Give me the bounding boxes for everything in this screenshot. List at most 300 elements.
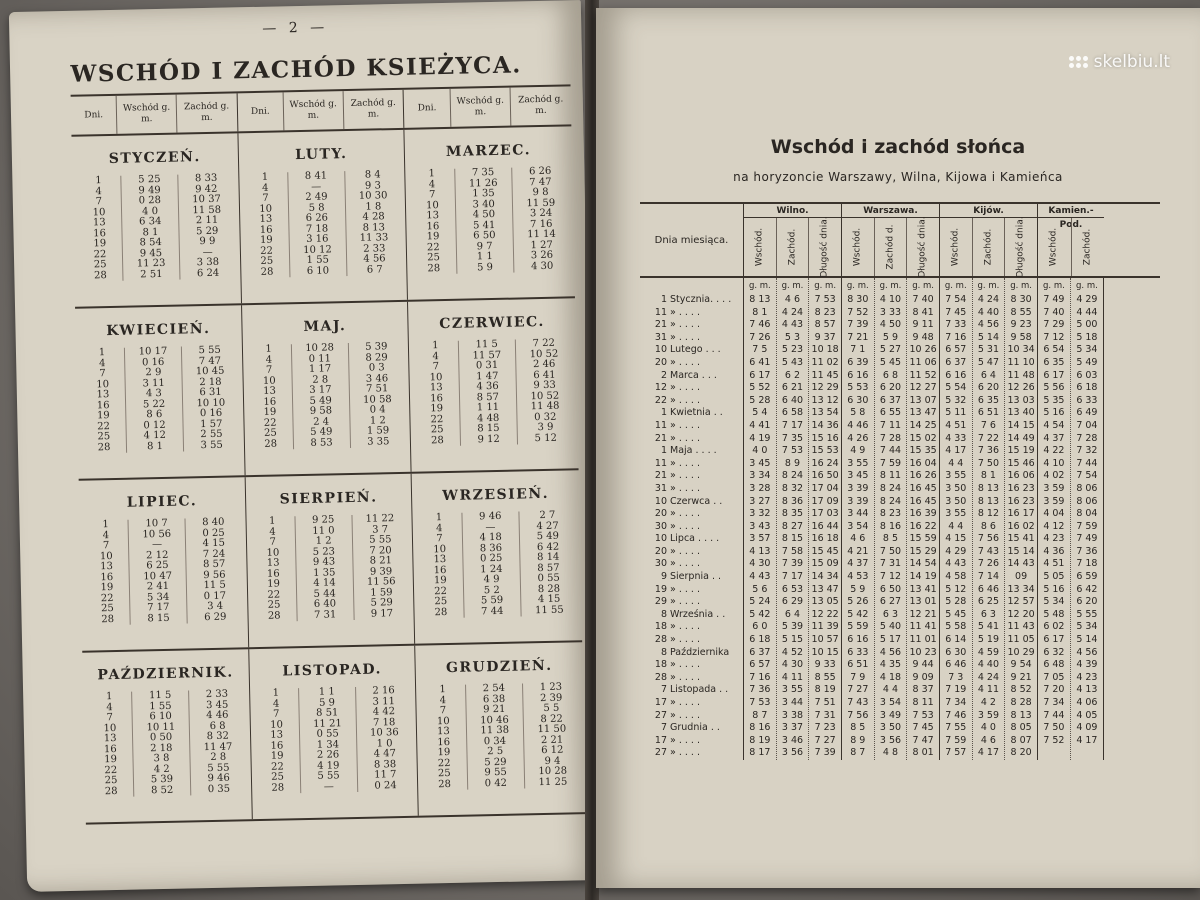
time-cell: 7 3 [948,671,964,683]
month-columns [76,173,236,281]
set-cell: 0 4 [369,404,386,416]
rise-cell: 5 25 [138,173,161,186]
day-row [640,496,743,509]
day-row [640,571,743,584]
day-number: 8 [660,608,667,620]
time-cell: 11 45 [811,369,839,381]
set-values [351,514,410,620]
day-cell: 7 [436,533,443,545]
rise-cell: 0 25 [479,552,503,565]
set-cell: 9 3 [364,179,382,192]
month-row [75,298,578,480]
set-cell: 2 55 [200,428,223,441]
set-cell: 10 58 [362,393,392,406]
set-cell: 8 29 [365,351,388,364]
month-columns [247,342,407,450]
time-cell: 3 56 [879,734,902,746]
rise-cell: 2 4 [313,415,330,428]
rise-cell: 5 59 [480,594,504,607]
time-cell: 4 50 [879,319,902,331]
set-cell: 0 16 [199,407,223,420]
time-cell: 4 41 [749,419,771,431]
set-cell: 7 20 [369,544,392,557]
rise-cell: 11 38 [480,724,510,737]
time-cell: 4 29 [945,545,967,557]
time-cell: 7 26 [977,558,999,570]
rise-cell: 4 36 [476,380,499,393]
time-cell: 4 56 [1076,646,1098,658]
city-name: Warszawa. [842,204,939,218]
time-cell: 10 34 [1007,344,1035,356]
time-cell: 5 47 [977,356,999,368]
rise-cell: 7 35 [471,166,495,179]
day-column [640,278,744,760]
day-cell: 25 [104,774,118,787]
set-cell: 1 0 [376,737,393,750]
day-cell: 25 [434,596,448,608]
time-cell: 5 4 [752,407,768,419]
header-rise: Wschód g. m. [284,91,344,130]
day-cell: 7 [265,364,273,376]
rise-cell: 9 43 [312,556,336,568]
month-block [405,126,575,299]
time-cell: 5 14 [1076,634,1098,646]
time-cell: 6 33 [847,646,869,658]
rise-cell: 8 57 [476,391,500,403]
time-cell: 10 29 [1007,646,1035,658]
time-cell: 7 05 [1043,671,1065,683]
set-cell: 3 35 [367,435,390,448]
time-cell: 16 23 [1007,495,1035,507]
day-number: 17 [654,697,667,708]
time-cell: 6 8 [882,369,898,381]
rise-cell: 10 12 [303,243,332,256]
month-name: GRUDZIEŃ. [445,657,553,677]
set-cell: 4 42 [372,706,396,718]
time-cell: 13 54 [811,407,839,419]
moon-table-title: WSCHÓD I ZACHÓD KSIEŻYCA. [70,51,522,88]
time-cell: 6 40 [781,394,804,406]
data-column [1071,278,1104,760]
day-cell: 10 [429,371,443,383]
time-cell: 10 23 [909,646,937,658]
rise-cell: 4 3 [145,387,162,400]
subheader-label: Wschód. [754,227,765,267]
city-subheaders [1038,218,1104,276]
day-row [640,558,743,571]
set-cell: 4 46 [206,709,229,722]
time-cell: 8 37 [912,684,934,696]
day-number: 19 [654,583,667,595]
set-cell: 3 4 [207,600,224,613]
city-subheader [1072,218,1105,276]
set-cell: 7 24 [202,548,226,560]
rise-cell: 3 17 [309,384,332,396]
set-cell: 2 21 [540,734,564,746]
time-cell: 7 47 [912,734,934,746]
time-cell: 14 15 [1007,419,1035,431]
rise-values [124,347,183,453]
time-cell: 14 34 [811,571,839,583]
time-cell: 7 39 [814,747,836,759]
day-row [640,420,743,433]
set-cell: 1 8 [365,200,382,213]
time-cell: 6 03 [1076,369,1098,381]
time-cell: 4 23 [1043,533,1065,545]
day-cell: 4 [98,357,106,369]
day-row [640,521,743,534]
day-row [640,483,743,496]
time-cell: 7 39 [847,319,869,331]
subheader-label: Długość dnia. [1015,216,1026,278]
time-cell: 12 57 [1007,596,1035,608]
rise-cell: 1 1 [476,251,493,263]
time-cell: 8 05 [1010,722,1032,734]
set-cell: 9 46 [207,772,230,785]
time-cell: 6 53 [781,583,804,595]
rise-cell: 4 50 [472,208,496,221]
time-cell: 4 58 [945,571,967,583]
sun-data-columns [744,278,1104,760]
rise-cell: 11 57 [472,349,502,361]
rise-cell: 4 19 [317,759,340,772]
time-cell: 7 46 [945,709,967,721]
time-cell: 15 41 [1007,533,1035,545]
time-cell: 7 27 [847,684,869,696]
time-cell: 7 20 [1043,684,1065,696]
time-cell: 8 30 [1010,294,1032,305]
rise-cell: 11 0 [312,524,335,537]
time-cell: 3 44 [847,508,869,520]
time-cell: 5 9 [850,583,866,595]
month-label: » . . . . [670,659,700,671]
set-cell: 7 16 [530,218,553,230]
header-rise: Wschód g. m. [450,88,511,127]
time-cell: 14 49 [1007,432,1035,444]
day-values [413,341,460,447]
time-cell: 6 3 [980,608,996,620]
time-cell: 7 34 [945,697,967,708]
time-cell: 4 4 [882,684,898,696]
time-cell: 3 54 [879,697,902,708]
time-cell: 6 0 [752,621,768,633]
time-cell: 7 58 [781,545,804,557]
time-cell: 8 04 [1076,508,1098,520]
day-cell: 25 [93,259,107,271]
time-cell: 5 9 [882,331,898,343]
day-cell: 13 [263,385,277,397]
time-cell: 6 50 [879,583,902,595]
rise-cell: 4 12 [143,429,166,442]
time-cell: 4 22 [1043,445,1065,457]
rise-cell: 10 17 [138,345,168,358]
time-cell: 4 54 [1043,419,1065,431]
subheader-label: Wschód. [852,227,863,267]
day-cell: 4 [269,526,276,538]
time-cell: 5 43 [781,356,804,368]
time-cell: 7 27 [814,734,836,746]
rise-values [458,340,517,446]
time-cell: 6 58 [781,407,804,419]
time-cell: 4 43 [781,319,804,331]
day-row [640,294,743,307]
month-block [82,649,252,822]
rise-cell: 1 11 [476,401,500,414]
time-cell: 17 04 [811,482,839,494]
rise-cell: 8 1 [146,440,164,452]
set-cell: 5 55 [198,344,221,357]
set-cell: 4 15 [202,537,226,550]
set-cell: 0 35 [207,783,231,795]
day-cell: 19 [100,582,114,594]
time-cell: 09 [1015,571,1028,583]
day-number: 28 [654,671,667,683]
day-cell: 13 [103,732,117,745]
day-cell: 4 [265,354,273,366]
time-cell: 5 11 [945,407,967,419]
set-cell: 0 25 [202,527,225,539]
time-cell: 9 33 [814,659,836,671]
day-row [640,634,743,647]
set-cell: 11 33 [359,232,389,244]
day-number: 31 [654,482,667,494]
time-cell: 8 5 [850,722,866,734]
rise-cell: 5 29 [484,756,507,768]
time-cell: 7 40 [1043,306,1065,318]
set-cell: — [202,246,213,258]
time-cell: 8 9 [850,734,866,746]
day-cell: 10 [266,547,280,559]
time-cell: 13 03 [1007,394,1035,406]
time-cell: 16 18 [811,533,839,545]
set-cell: 6 29 [204,611,227,623]
time-cell: 6 46 [977,583,999,595]
time-cell: 4 18 [879,671,902,683]
month-label: » . . . . [670,356,700,368]
time-cell: 8 11 [879,470,902,482]
time-cell: 13 34 [1007,583,1035,595]
set-cell: 9 9 [199,235,216,248]
day-row [640,596,743,609]
day-number: 22 [654,394,667,406]
day-values [243,172,289,278]
time-cell: 8 36 [781,495,804,507]
rise-cell: 6 38 [482,693,506,705]
time-cell: 9 11 [912,319,934,331]
rise-cell: 3 16 [306,233,329,245]
set-cell: 7 18 [372,716,396,729]
time-cell: 7 33 [945,319,967,331]
month-label: » . . . . [670,508,700,520]
day-cell: 22 [437,757,451,769]
set-cell: 5 5 [543,702,560,715]
rise-cell: 3 11 [142,377,165,389]
rise-cell: 0 55 [316,728,339,740]
time-cell: 9 44 [912,659,934,671]
set-cell: 8 14 [536,551,560,564]
day-cell: 10 [259,203,273,215]
set-cell: 11 47 [203,741,233,753]
set-cell: 1 23 [539,681,563,694]
day-cell: 1 [428,168,436,180]
time-cell: 7 43 [977,545,999,557]
day-number: 1 [660,445,667,457]
time-cell: 8 55 [1010,306,1032,318]
time-cell: 15 29 [909,545,937,557]
header-day: Dni. [404,89,451,128]
day-cell: 25 [260,255,274,267]
month-block [238,130,408,303]
day-values [84,520,130,626]
day-cell: 16 [266,568,280,580]
day-row [640,710,743,723]
rise-cell: 11 21 [313,717,342,730]
city-subheaders [744,218,841,276]
set-cell: 0 17 [203,590,227,602]
city-subheader [973,218,1006,276]
city-name: Kamien.-Pod. [1038,204,1104,218]
day-cell: 10 [262,375,276,387]
day-cell: 1 [98,347,106,359]
rise-cell: 10 7 [145,517,168,530]
time-cell: 4 37 [847,558,869,570]
month-label: » . . . . [670,520,700,532]
day-cell: 4 [439,694,447,706]
time-cell: 8 16 [749,722,771,734]
time-cell: 6 18 [1076,382,1098,394]
time-cell: 5 24 [749,596,771,608]
day-cell: 1 [102,519,109,531]
rise-cell: 2 8 [312,373,329,386]
day-number: 9 [660,571,667,583]
time-cell: 7 50 [879,545,902,557]
time-cell: 5 26 [847,596,869,608]
time-cell: 9 54 [1010,659,1032,671]
set-cell: 8 4 [364,169,381,181]
time-cell: 4 30 [749,558,771,570]
time-cell: 16 04 [909,457,937,469]
time-cell: 15 09 [811,558,839,570]
time-cell: 4 8 [882,747,898,759]
day-cell: 16 [93,227,107,239]
subheader-label: Zachód d. [885,224,895,270]
time-cell: 7 50 [1043,722,1065,734]
month-label: » . . . . [670,331,700,343]
month-columns [410,166,571,274]
time-cell: 6 3 [882,608,898,620]
day-cell: 28 [434,606,448,618]
time-cell: 9 09 [912,671,934,683]
rise-cell: 3 40 [472,198,495,210]
time-cell: 5 18 [1076,331,1098,343]
unit-label: g. m. [977,281,1000,291]
time-cell: 8 20 [1010,747,1032,759]
time-cell: 15 53 [811,445,839,457]
time-cell: 5 28 [749,394,771,406]
rise-cell: 4 18 [479,531,502,544]
month-label: » . . . . [670,432,700,444]
set-cell: 10 36 [369,727,399,739]
time-cell: 8 7 [752,709,768,721]
time-cell: 15 14 [1007,545,1035,557]
time-cell: 7 56 [847,709,869,721]
time-cell: 7 59 [879,457,902,469]
time-cell: 3 55 [945,508,967,520]
day-cell: 7 [99,368,106,380]
time-cell: 7 57 [945,747,967,759]
time-cell: 3 28 [749,482,771,494]
time-cell: 17 03 [811,508,839,520]
set-cell: 6 24 [196,267,220,279]
time-cell: 3 37 [781,722,804,734]
month-label: Maja . . . . [670,445,717,457]
time-cell: 4 46 [847,419,869,431]
time-cell: 4 11 [977,684,999,696]
time-cell: 8 24 [781,470,804,482]
month-name: LUTY. [295,146,348,164]
rise-cell: 8 15 [477,422,500,435]
time-cell: 7 44 [879,445,902,457]
set-cell: 2 33 [363,242,386,255]
set-cell: 0 32 [534,411,557,423]
time-cell: 6 49 [1076,407,1098,419]
time-cell: 6 30 [945,646,967,658]
rise-cell: 5 41 [472,219,496,231]
time-cell: 7 16 [749,671,771,683]
month-block [75,305,245,478]
day-cell: 19 [96,410,110,422]
data-column [1005,278,1038,760]
time-cell: 7 29 [1043,319,1065,331]
time-cell: 6 57 [945,344,967,356]
day-cell: 19 [259,234,273,246]
month-columns [417,510,578,618]
set-cell: 2 33 [205,688,229,701]
day-row [640,684,743,697]
time-cell: 8 17 [749,747,771,759]
time-cell: 4 6 [850,533,866,545]
time-cell: 11 05 [1007,634,1035,646]
time-cell: 5 34 [1043,596,1065,608]
rise-cell: 11 5 [148,689,172,702]
rise-cell: 2 9 [145,366,162,379]
day-row [640,584,743,597]
time-cell: 15 16 [811,432,839,444]
time-cell: 7 53 [781,445,804,457]
rise-cell: 4 14 [313,577,336,589]
time-cell: 4 6 [784,294,801,305]
set-values [522,682,581,788]
time-cell: 14 43 [1007,558,1035,570]
set-cell: 2 8 [210,751,227,764]
time-cell: 7 26 [749,331,771,343]
set-values [177,173,236,279]
watermark-text: skelbiu.lt [1093,52,1170,72]
rise-cell: 0 50 [149,731,173,744]
time-cell: 4 17 [977,747,999,759]
day-row [640,647,743,660]
day-cell: 25 [271,771,285,783]
sun-table-title: Wschód i zachód słońca [770,136,1026,158]
time-cell: 5 15 [781,634,804,646]
header-day: Dni. [71,96,118,135]
time-cell: 7 04 [1076,419,1098,431]
rise-cell: — [485,521,496,533]
left-page [9,0,599,892]
day-row [640,395,743,408]
day-cell: 1 [272,687,280,699]
set-cell: 0 3 [368,362,385,374]
